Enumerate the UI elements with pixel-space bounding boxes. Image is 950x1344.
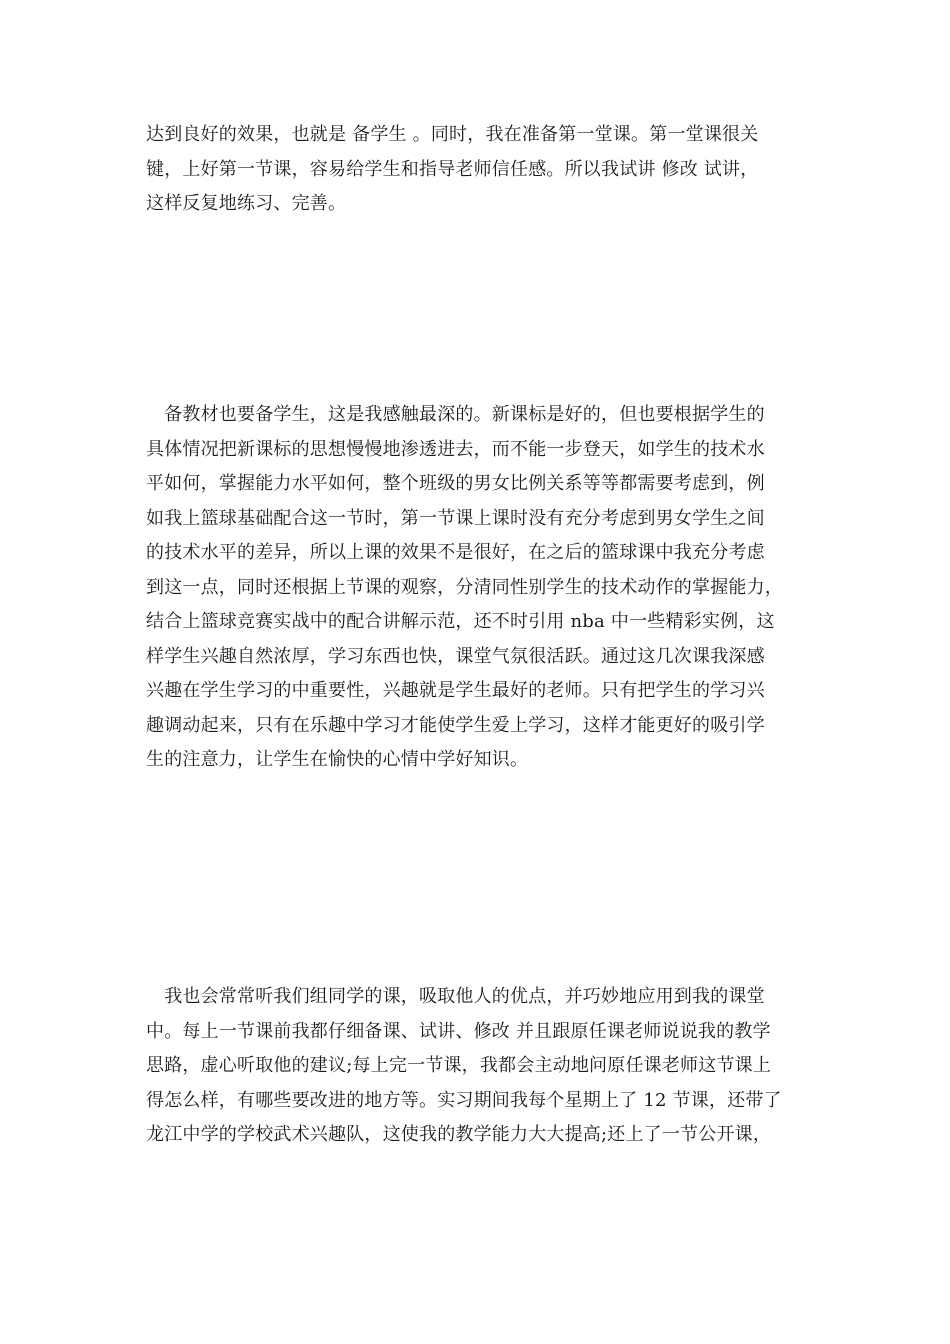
text-line: 如我上篮球基础配合这一节时，第一节课上课时没有充分考虑到男女学生之间 xyxy=(146,507,765,529)
paragraph-3 xyxy=(146,980,814,1153)
text-line: 的技术水平的差异，所以上课的效果不是很好，在之后的篮球课中我充分考虑 xyxy=(146,542,765,563)
text-line: 我也会常常听我们组同学的课，吸取他人的优点，并巧妙地应用到我的课堂 xyxy=(146,986,765,1007)
text-line: 键，上好第一节课，容易给学生和指导老师信任感。所以我试讲 修改 试讲， xyxy=(146,158,759,180)
text-line: 样学生兴趣自然浓厚，学习东西也快，课堂气氛很活跃。通过这几次课我深感 xyxy=(146,645,765,667)
text-line: 到这一点，同时还根据上节课的观察，分清同性别学生的技术动作的掌握能力， xyxy=(146,576,783,598)
paragraph-1 xyxy=(146,118,814,222)
text-line: 备教材也要备学生，这是我感触最深的。新课标是好的，但也要根据学生的 xyxy=(146,404,765,425)
text-line: 得怎么样，有哪些要改进的地方等。实习期间我每个星期上了 12 节课，还带了 xyxy=(146,1089,782,1111)
text-line: 具体情况把新课标的思想慢慢地渗透进去，而不能一步登天，如学生的技术水 xyxy=(146,438,765,460)
text-line: 龙江中学的学校武术兴趣队，这使我的教学能力大大提高;还上了一节公开课， xyxy=(146,1124,772,1145)
text-line: 中。每上一节课前我都仔细备课、试讲、修改 并且跟原任课老师说说我的教学 xyxy=(146,1020,771,1042)
text-line: 兴趣在学生学习的中重要性，兴趣就是学生最好的老师。只有把学生的学习兴 xyxy=(146,680,765,701)
text-line: 思路，虚心听取他的建议;每上完一节课，我都会主动地问原任课老师这节课上 xyxy=(146,1055,772,1076)
paragraph-2 xyxy=(146,398,814,778)
text-line: 结合上篮球竞赛实战中的配合讲解示范，还不时引用 nba 中一些精彩实例，这 xyxy=(146,611,775,632)
text-line: 这样反复地练习、完善。 xyxy=(146,193,347,214)
text-line: 达到良好的效果，也就是 备学生 。同时，我在准备第一堂课。第一堂课很关 xyxy=(146,124,759,145)
text-line: 趣调动起来，只有在乐趣中学习才能使学生爱上学习，这样才能更好的吸引学 xyxy=(146,714,765,736)
text-line: 生的注意力，让学生在愉快的心情中学好知识。 xyxy=(146,749,529,770)
text-line: 平如何，掌握能力水平如何，整个班级的男女比例关系等等都需要考虑到，例 xyxy=(146,473,765,494)
